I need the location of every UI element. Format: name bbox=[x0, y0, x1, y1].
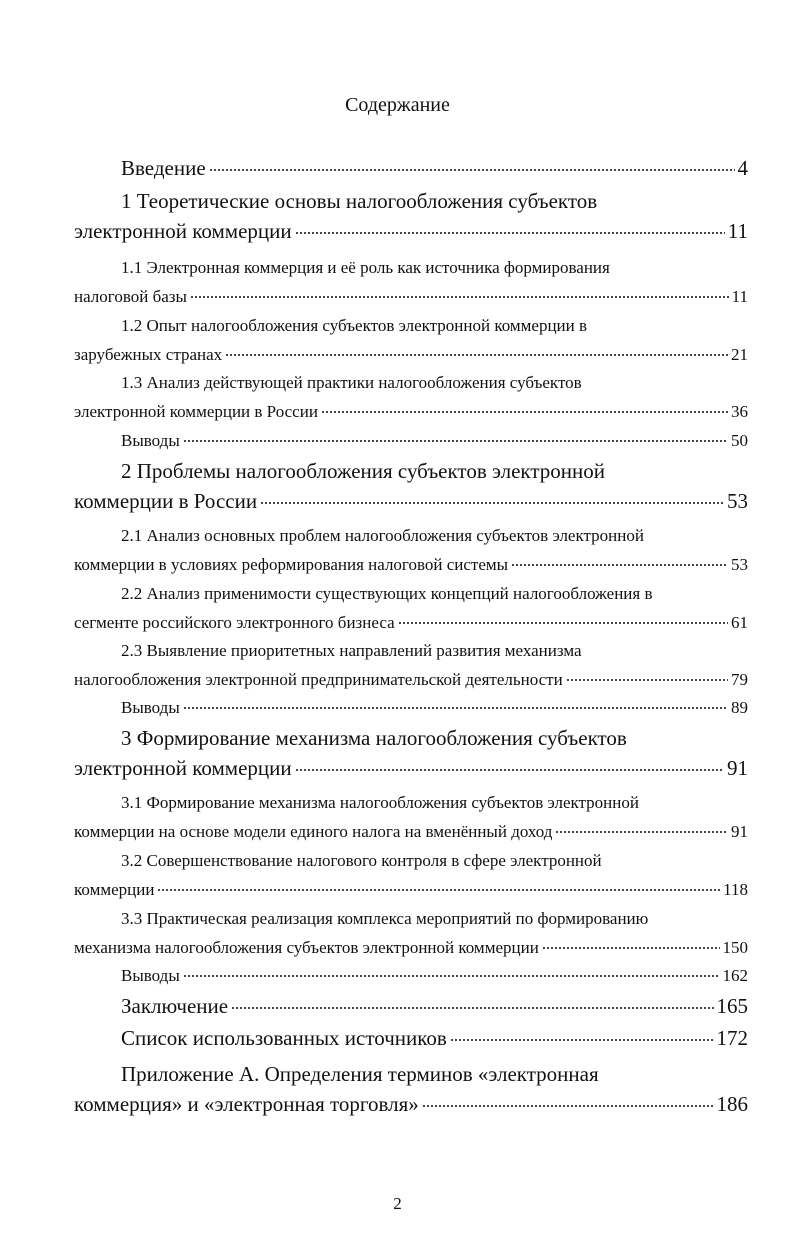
leader-dots bbox=[321, 411, 728, 413]
toc-entry-label: Приложение А. Определения терминов «электронная bbox=[121, 1062, 599, 1086]
toc-entry-label-continued: механизма налогообложения субъектов электронной коммерции bbox=[74, 938, 539, 957]
toc-entry-conclusions-2[interactable] bbox=[74, 693, 748, 722]
toc-entry-page: 61 bbox=[731, 613, 748, 632]
toc-entry-page: 118 bbox=[723, 880, 748, 899]
toc-entry-label: 3.3 Практическая реализация комплекса мероприятий по формированию bbox=[121, 909, 649, 928]
toc-entry-label: Выводы bbox=[121, 431, 180, 450]
toc-entry-label: Список использованных источников bbox=[121, 1026, 447, 1050]
leader-dots bbox=[398, 622, 728, 624]
toc-entry-page: 50 bbox=[731, 431, 748, 450]
toc-entry-label: 2 Проблемы налогообложения субъектов электронной bbox=[121, 459, 606, 483]
toc-entry-chapter-1[interactable] bbox=[74, 186, 748, 246]
toc-entry-label-continued: электронной коммерции bbox=[74, 756, 292, 780]
page-title: Содержание bbox=[345, 94, 450, 116]
toc-entry-label: 1 Теоретические основы налогообложения субъектов bbox=[121, 189, 598, 213]
leader-dots bbox=[190, 296, 729, 298]
toc-entry-label: 1.2 Опыт налогообложения субъектов электронной коммерции в bbox=[121, 316, 588, 335]
toc-entry-section-1-2[interactable] bbox=[74, 311, 748, 369]
toc-entry-page: 21 bbox=[731, 345, 748, 364]
toc-entry-section-1-3[interactable] bbox=[74, 368, 748, 426]
toc-entry-label: Выводы bbox=[121, 966, 180, 985]
toc-entry-introduction[interactable] bbox=[74, 153, 748, 183]
leader-dots bbox=[511, 564, 728, 566]
leader-dots bbox=[542, 947, 720, 949]
toc-entry-section-3-1[interactable] bbox=[74, 788, 748, 846]
toc-entry-label: 1.1 Электронная коммерция и её роль как источника формирования bbox=[121, 258, 610, 277]
toc-entry-label-continued: коммерция» и «электронная торговля» bbox=[74, 1092, 419, 1116]
leader-dots bbox=[555, 831, 728, 833]
leader-dots bbox=[183, 975, 720, 977]
toc-entry-label-continued: налогообложения электронной предпринимательской деятельности bbox=[74, 670, 563, 689]
toc-entry-page: 150 bbox=[722, 938, 748, 957]
toc-entry-section-3-2[interactable] bbox=[74, 846, 748, 904]
toc-entry-label: 1.3 Анализ действующей практики налогообложения субъектов bbox=[121, 373, 582, 392]
toc-entry-label: 2.1 Анализ основных проблем налогообложения субъектов электронной bbox=[121, 526, 644, 545]
leader-dots bbox=[225, 354, 728, 356]
toc-entry-label: Заключение bbox=[121, 994, 229, 1018]
toc-entry-page: 162 bbox=[722, 966, 748, 985]
leader-dots bbox=[260, 502, 724, 504]
toc-entry-section-2-2[interactable] bbox=[74, 579, 748, 637]
leader-dots bbox=[209, 169, 735, 171]
toc-entry-section-1-1[interactable] bbox=[74, 253, 748, 311]
toc-entry-conclusion[interactable] bbox=[74, 991, 748, 1021]
toc-entry-label: 3.2 Совершенствование налогового контроля в сфере электронной bbox=[121, 851, 602, 870]
toc-entry-chapter-3[interactable] bbox=[74, 723, 748, 783]
toc-entry-page: 11 bbox=[731, 287, 748, 306]
page-number: 2 bbox=[393, 1194, 402, 1213]
toc-entry-label-continued: коммерции bbox=[74, 880, 155, 899]
toc-entry-page: 172 bbox=[716, 1026, 748, 1050]
leader-dots bbox=[295, 769, 724, 771]
toc-entry-page: 53 bbox=[727, 489, 748, 513]
toc-entry-page: 186 bbox=[716, 1092, 748, 1116]
toc-entry-label-continued: коммерции в условиях реформирования налоговой системы bbox=[74, 555, 509, 574]
toc-entry-page: 91 bbox=[727, 756, 748, 780]
toc-entry-section-3-3[interactable] bbox=[74, 904, 748, 962]
toc-entry-label: 2.2 Анализ применимости существующих концепций налогообложения в bbox=[121, 584, 653, 603]
leader-dots bbox=[450, 1039, 714, 1041]
toc-entry-appendix-a[interactable] bbox=[74, 1059, 748, 1119]
toc-entry-label: Введение bbox=[121, 156, 206, 180]
leader-dots bbox=[183, 707, 728, 709]
toc-entry-chapter-2[interactable] bbox=[74, 456, 748, 516]
toc-entry-page: 91 bbox=[731, 822, 748, 841]
toc-entry-page: 79 bbox=[731, 670, 748, 689]
leader-dots bbox=[231, 1007, 713, 1009]
toc-entry-conclusions-1[interactable] bbox=[74, 426, 748, 455]
toc-entry-label-continued: электронной коммерции bbox=[74, 219, 292, 243]
toc-entry-label-continued: коммерции в России bbox=[74, 489, 258, 513]
leader-dots bbox=[157, 889, 720, 891]
toc-entry-label-continued: коммерции на основе модели единого налога на вменённый доход bbox=[74, 822, 553, 841]
toc-entry-page: 4 bbox=[737, 156, 748, 180]
leader-dots bbox=[295, 232, 725, 234]
toc-entry-label-continued: электронной коммерции в России bbox=[74, 402, 318, 421]
leader-dots bbox=[566, 679, 728, 681]
toc-entry-page: 11 bbox=[727, 219, 748, 243]
toc-entry-page: 165 bbox=[716, 994, 748, 1018]
toc-entry-section-2-3[interactable] bbox=[74, 636, 748, 694]
toc-entry-references[interactable] bbox=[74, 1023, 748, 1053]
toc-entry-label-continued: зарубежных странах bbox=[74, 345, 223, 364]
toc-entry-page: 36 bbox=[731, 402, 748, 421]
toc-entry-label-continued: сегменте российского электронного бизнеса bbox=[74, 613, 395, 632]
toc-entry-label: Выводы bbox=[121, 698, 180, 717]
toc-entry-label-continued: налоговой базы bbox=[74, 287, 187, 306]
toc-entry-page: 89 bbox=[731, 698, 748, 717]
toc-entry-section-2-1[interactable] bbox=[74, 521, 748, 579]
leader-dots bbox=[183, 440, 728, 442]
toc-entry-conclusions-3[interactable] bbox=[74, 961, 748, 990]
toc-entry-label: 2.3 Выявление приоритетных направлений развития механизма bbox=[121, 641, 582, 660]
toc-entry-page: 53 bbox=[731, 555, 748, 574]
toc-entry-label: 3 Формирование механизма налогообложения субъектов bbox=[121, 726, 627, 750]
leader-dots bbox=[422, 1105, 714, 1107]
toc-entry-label: 3.1 Формирование механизма налогообложения субъектов электронной bbox=[121, 793, 639, 812]
